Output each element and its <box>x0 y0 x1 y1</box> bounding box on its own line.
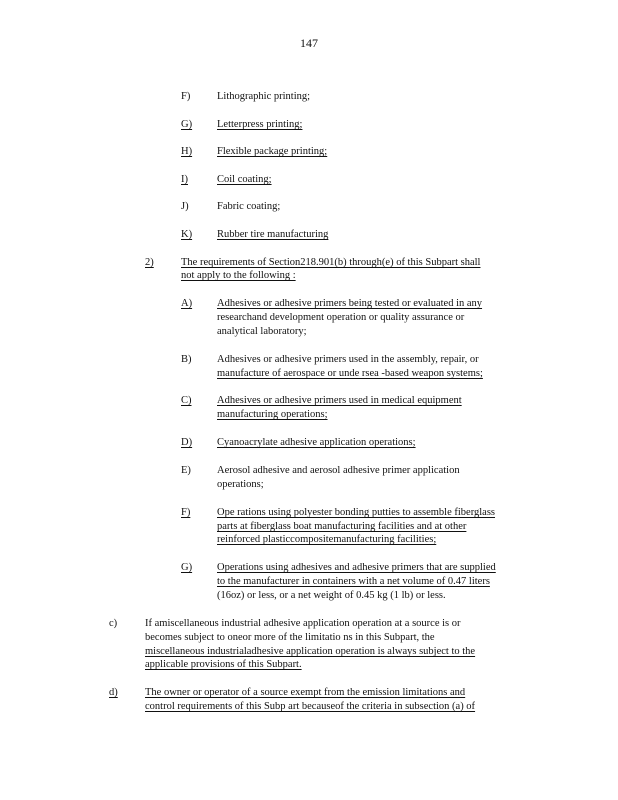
list-item-line: parts at fiberglass boat manufacturing facilities and at other <box>217 521 467 532</box>
list-item-label: E) <box>181 465 191 476</box>
list-item-line: reinforced plasticcompositemanufacturing facilities; <box>217 534 437 545</box>
list-item-label: J) <box>181 201 189 212</box>
section-item-line: becomes subject to oneor more of the limitatio ns in this Subpart, the <box>145 632 435 643</box>
list-item-line: Adhesives or adhesive primers being tested or evaluated in any <box>217 298 483 309</box>
list-item-text: Letterpress printing; <box>217 119 303 130</box>
list-item-line: Ope rations using polyester bonding putties to assemble fiberglass <box>217 507 496 518</box>
list-item-line: Adhesives or adhesive primers used in medical equipment <box>217 395 462 406</box>
list-item-label: C) <box>181 395 192 406</box>
list-item-line: Adhesives or adhesive primers used in the assembly, repair, or <box>217 354 479 365</box>
section-item-label: c) <box>109 618 118 629</box>
list-item-label: I) <box>181 174 188 185</box>
list-item-label: H) <box>181 146 193 157</box>
list-item-line: (16oz) or less, or a net weight of 0.45 kg (1 lb) or less. <box>217 590 446 601</box>
list-item-label: F) <box>181 507 191 518</box>
list-item-label: K) <box>181 229 193 240</box>
list-item-label: F) <box>181 91 191 102</box>
list-item-line: manufacture of aerospace or unde rsea -based weapon systems; <box>217 368 483 379</box>
section-item-line: If amiscellaneous industrial adhesive application operation at a source is or <box>145 618 461 629</box>
list-item-line: Aerosol adhesive and aerosol adhesive primer application <box>217 465 460 476</box>
list-item-label: A) <box>181 298 193 309</box>
list-item-line: operations; <box>217 479 264 490</box>
page-number: 147 <box>300 36 318 50</box>
list-item-text: Flexible package printing; <box>217 146 328 157</box>
list-item-text: Lithographic printing; <box>217 91 311 102</box>
section-item-line: not apply to the following : <box>181 270 296 281</box>
section-item-line: The requirements of Section218.901(b) through(e) of this Subpart shall <box>181 257 481 268</box>
section-item-line: The owner or operator of a source exempt from the emission limitations and <box>145 687 466 698</box>
list-item-label: D) <box>181 437 193 448</box>
list-item-line: researchand development operation or quality assurance or <box>217 312 465 323</box>
list-item-line: Cyanoacrylate adhesive application operations; <box>217 437 416 448</box>
list-item-label: B) <box>181 354 192 365</box>
list-item-line: to the manufacturer in containers with a net volume of 0.47 liters <box>217 576 490 587</box>
list-item-text: Fabric coating; <box>217 201 281 212</box>
list-item-line: analytical laboratory; <box>217 326 307 337</box>
section-item-line: control requirements of this Subp art becauseof the criteria in subsection (a) of <box>145 701 476 712</box>
list-item-label: G) <box>181 562 193 573</box>
section-item-label: d) <box>109 687 118 698</box>
section-item-label: 2) <box>145 257 154 268</box>
list-item-line: Operations using adhesives and adhesive primers that are supplied <box>217 562 496 573</box>
section-item-line: miscellaneous industrialadhesive application operation is always subject to the <box>145 646 476 657</box>
section-item-line: applicable provisions of this Subpart. <box>145 659 302 670</box>
list-item-text: Rubber tire manufacturing <box>217 229 329 240</box>
list-item-text: Coil coating; <box>217 174 272 185</box>
list-item-label: G) <box>181 119 193 130</box>
list-item-line: manufacturing operations; <box>217 409 328 420</box>
